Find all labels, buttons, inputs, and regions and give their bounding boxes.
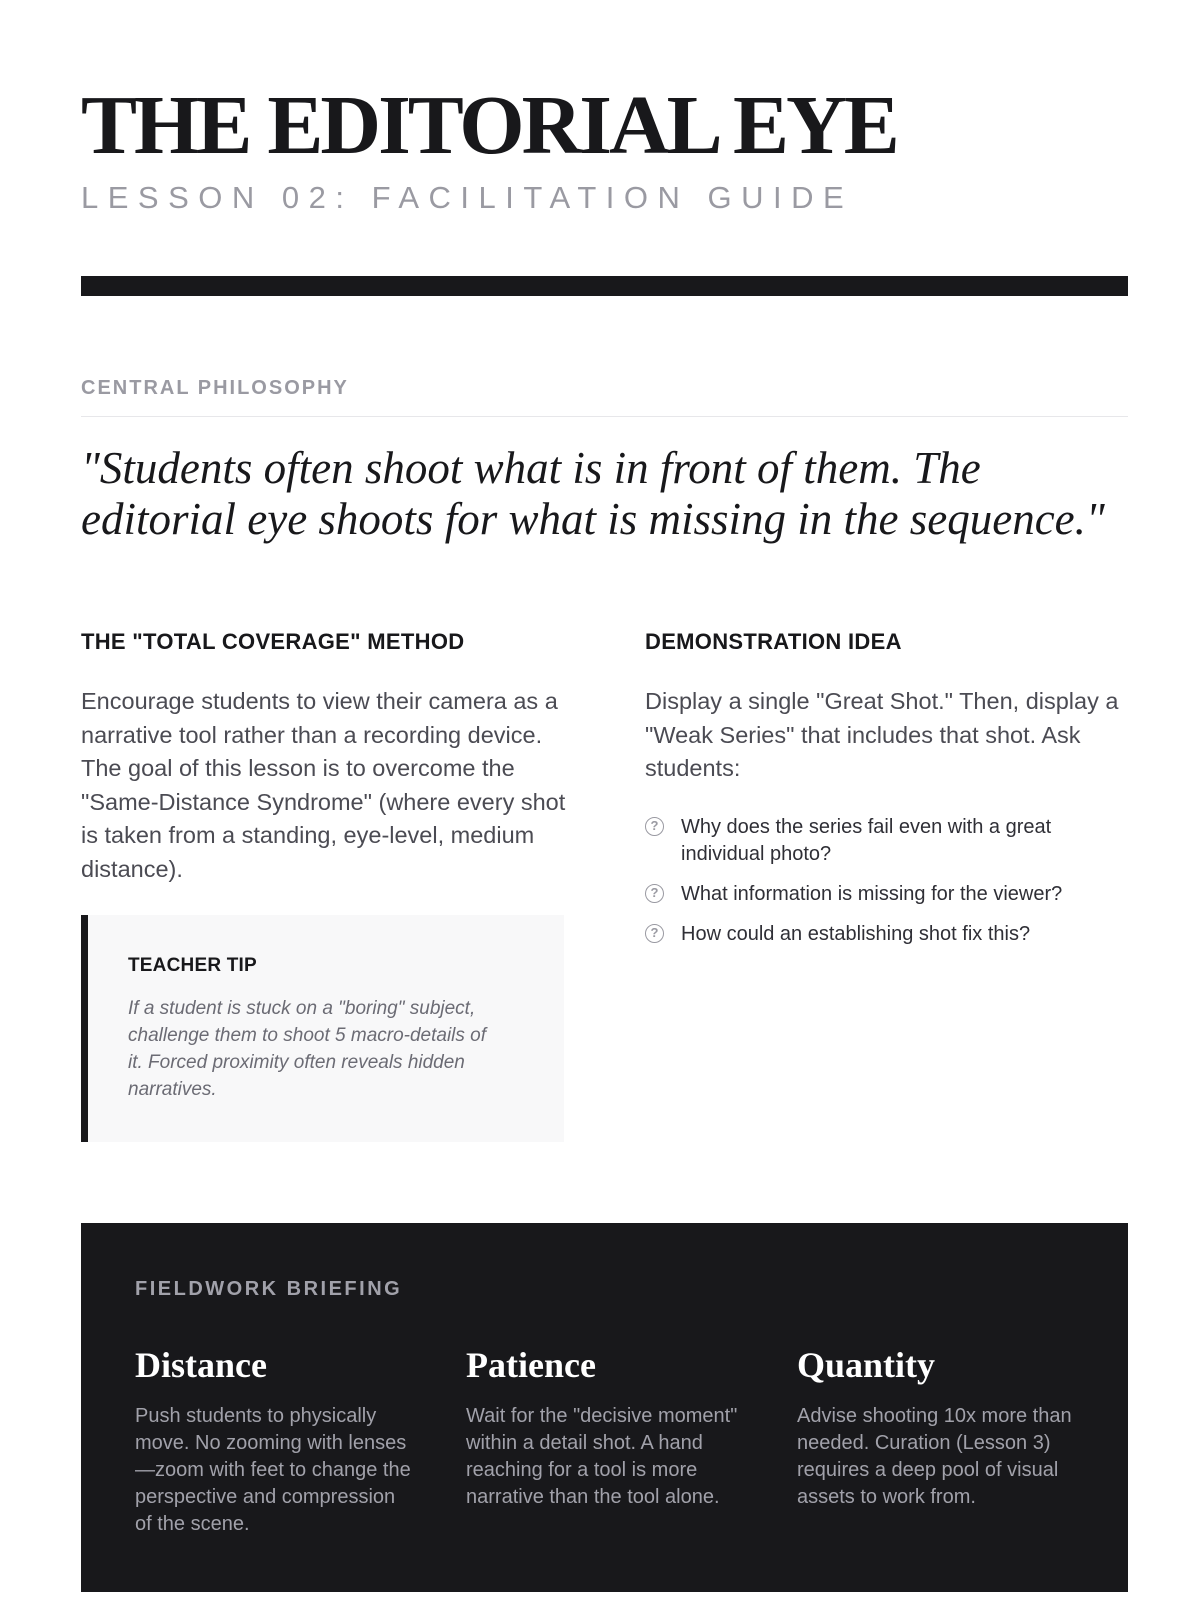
teacher-tip-callout [81,915,564,1142]
fieldwork-briefing-panel [81,1223,1128,1592]
question-circle-icon: ? [645,924,664,943]
demonstration-heading: DEMONSTRATION IDEA [645,629,902,654]
teacher-tip-text: If a student is stuck on a "boring" subject, challenge them to shoot 5 macro-details of it. Forced proximity often reveals hidden narratives. [128,998,487,1100]
question-text: Why does the series fail even with a great individual photo? [681,816,1052,865]
list-item [645,881,1115,908]
question-circle-icon: ? [645,817,664,836]
fieldwork-item-text: Advise shooting 10x more than needed. Curation (Lesson 3) requires a deep pool of visual assets to work from. [797,1405,1072,1508]
demonstration-intro: Display a single "Great Shot." Then, display a "Weak Series" that includes that shot. Ask students: [645,688,1119,781]
list-item [645,814,1115,868]
demonstration-question-list [645,814,1115,948]
title-divider [81,276,1128,296]
fieldwork-item-text: Push students to physically move. No zooming with lenses—zoom with feet to change the perspective and compression of the scene. [135,1405,411,1535]
fieldwork-item-title: Quantity [797,1345,936,1385]
philosophy-divider [81,416,1128,417]
question-text: How could an establishing shot fix this? [681,923,1031,945]
philosophy-label: CENTRAL PHILOSOPHY [81,377,349,399]
list-item [645,921,1115,948]
fieldwork-item-title: Distance [135,1345,267,1385]
method-heading: THE "TOTAL COVERAGE" METHOD [81,629,465,654]
fieldwork-item-quantity [797,1343,1077,1511]
method-body: Encourage students to view their camera as a narrative tool rather than a recording device. The goal of this lesson is to overcome the "Same-Distance Syndrome" (where every shot is taken from a standing, eye-level, medium distance). [81,688,566,882]
page-title: THE EDITORIAL EYE [81,79,897,172]
philosophy-quote: "Students often shoot what is in front of them. The editorial eye shoots for what is missing in the sequence." [81,443,1105,544]
question-text: What information is missing for the viewer? [681,883,1063,905]
fieldwork-item-text: Wait for the "decisive moment" within a detail shot. A hand reaching for a tool is more narrative than the tool alone. [466,1405,738,1508]
question-circle-icon: ? [645,884,664,903]
fieldwork-label: FIELDWORK BRIEFING [135,1278,403,1300]
fieldwork-item-distance [135,1343,415,1538]
fieldwork-item-patience [466,1343,746,1511]
fieldwork-item-title: Patience [466,1345,596,1385]
teacher-tip-title: TEACHER TIP [128,955,257,976]
page-subtitle: LESSON 02: FACILITATION GUIDE [81,180,854,215]
